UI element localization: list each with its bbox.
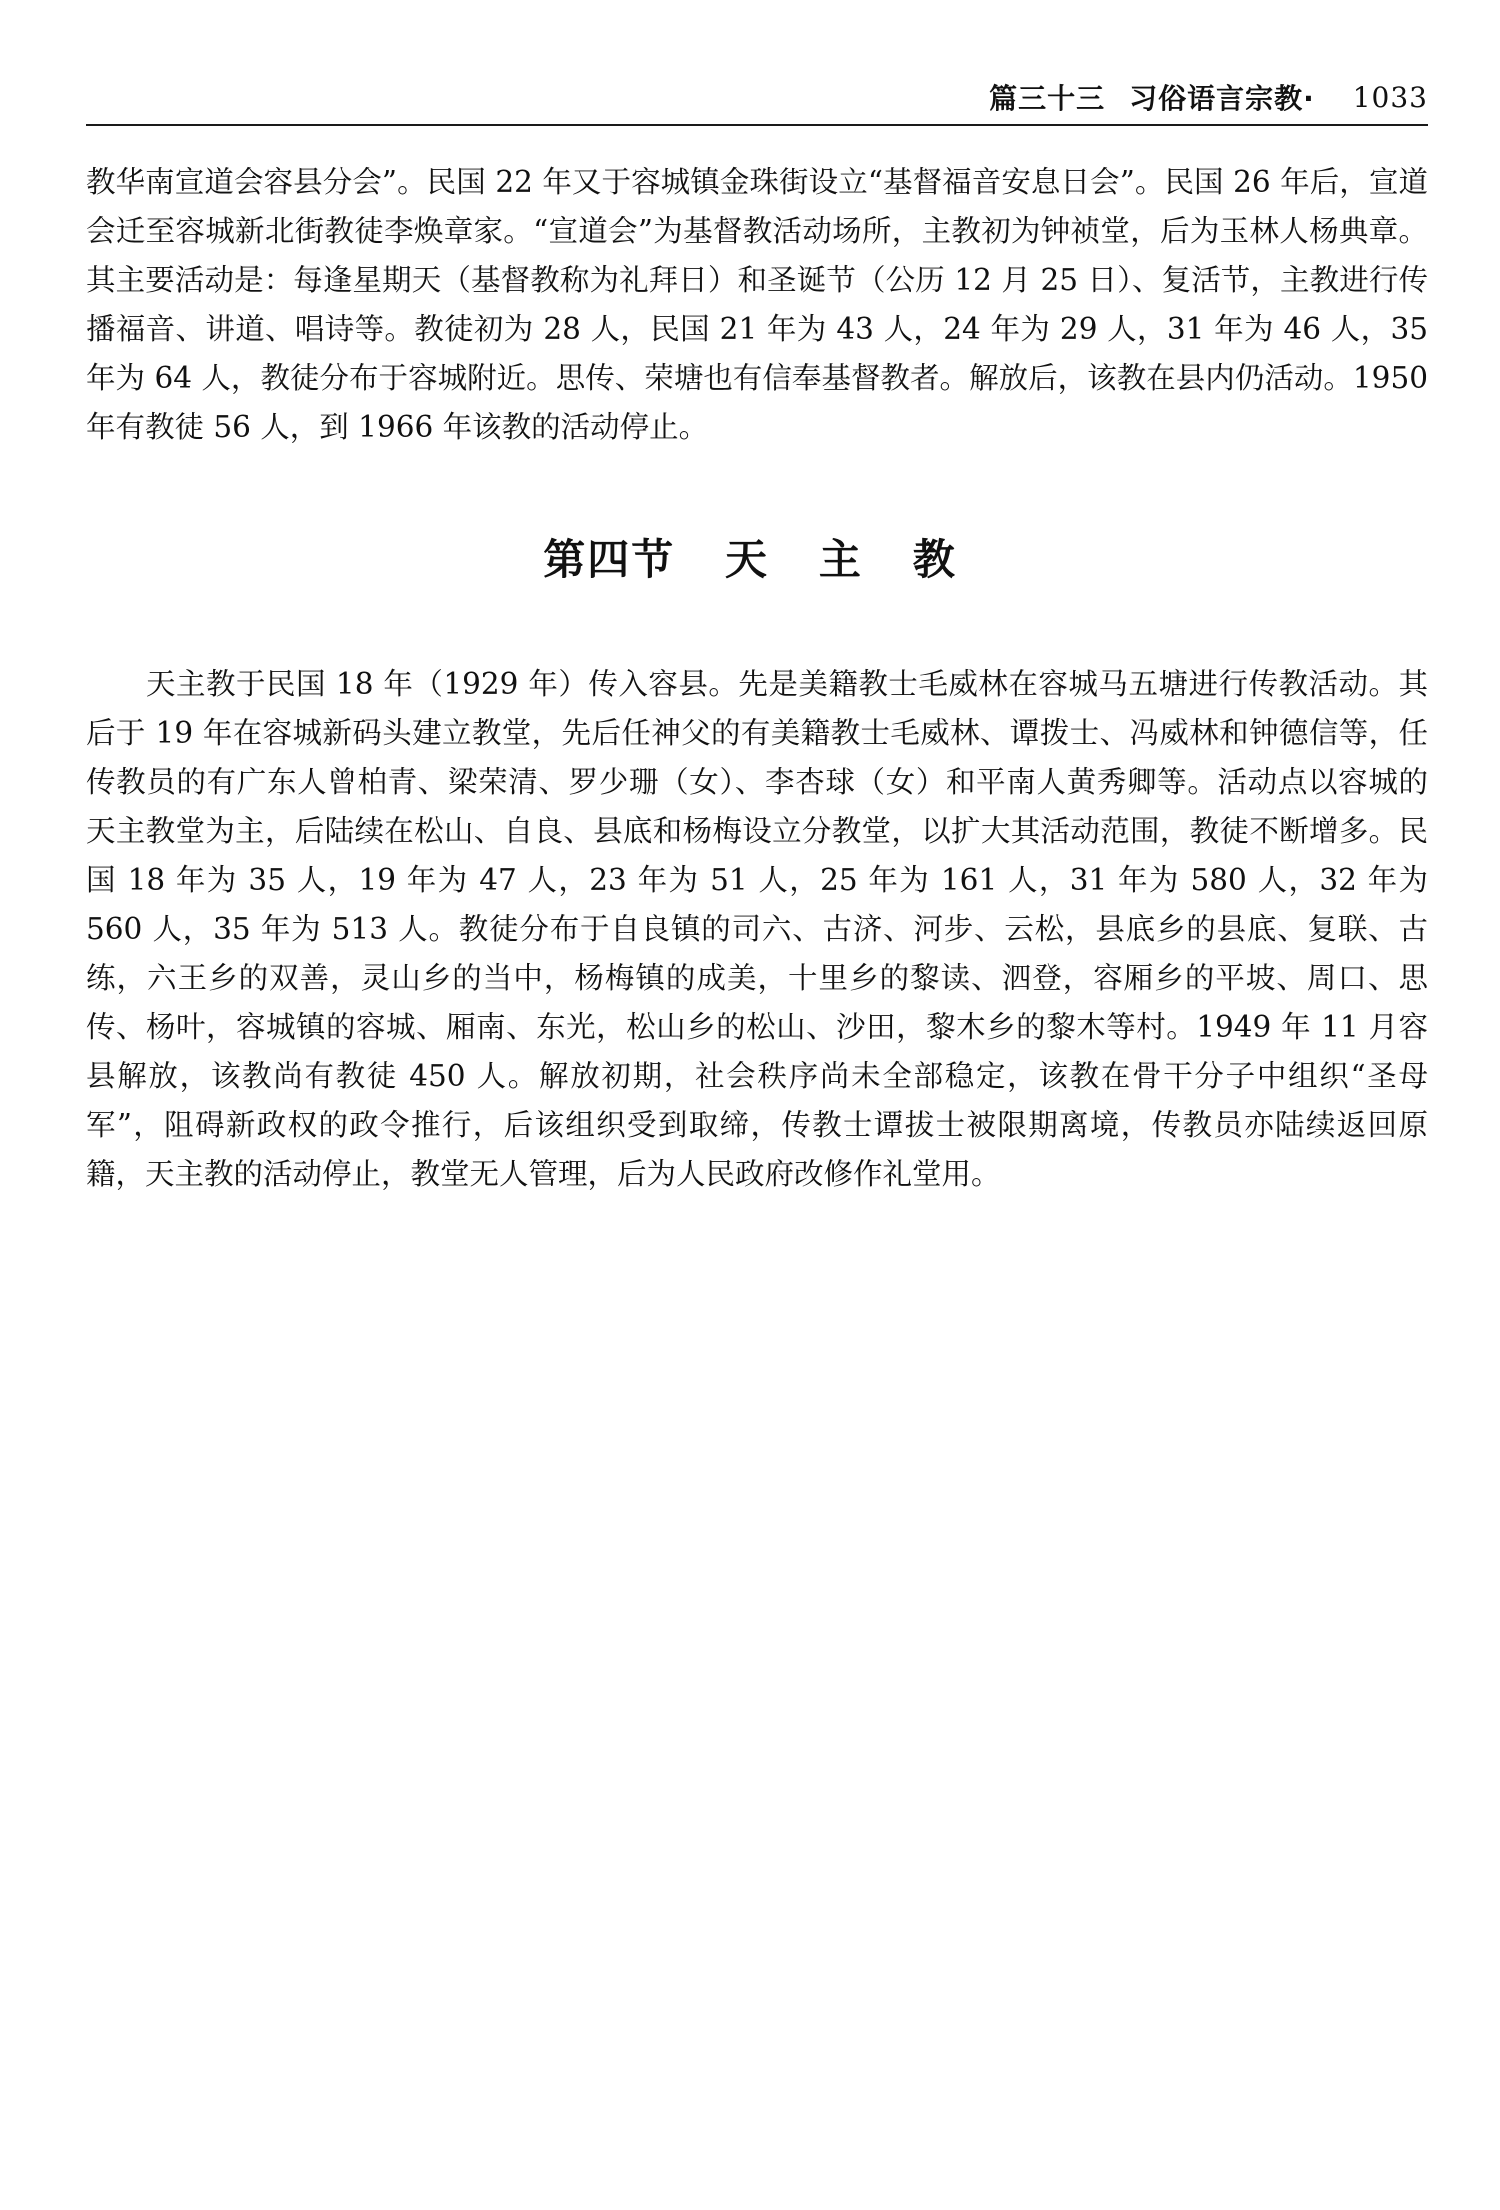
chapter-label: 篇三十三	[989, 82, 1106, 115]
body-paragraph: 教华南宣道会容县分会”。民国 22 年又于容城镇金珠街设立“基督福音安息日会”。民国 26 年后，宣道会迁至容城新北街教徒李焕章家。“宣道会”为基督教活动场所，主教初为钟祯堂，后为玉林人杨典章。其主要活动是：每逢星期天（基督教称为礼拜日）和圣诞节（公历 12 月 25 日）、复活节，主教进行传播福音、讲道、唱诗等。教徒初为 28 人，民国 21 年为 43 人，24 年为 29 人，31 年为 46 人，35 年为 64 人，教徒分布于容城附近。思传、荣塘也有信奉基督教者。解放后，该教在县内仍活动。1950 年有教徒 56 人，到 1966 年该教的活动停止。	[86, 165, 1428, 444]
section-heading: 第四节 天 主 教	[543, 535, 957, 584]
running-header	[86, 70, 1428, 126]
chapter-title: 习俗语言宗教·	[1129, 82, 1315, 115]
section-body-paragraph: 天主教于民国 18 年（1929 年）传入容县。先是美籍教士毛威林在容城马五塘进行传教活动。其后于 19 年在容城新码头建立教堂，先后任神父的有美籍教士毛威林、谭拨士、冯威林和钟德信等，任传教员的有广东人曾柏青、梁荣清、罗少珊（女）、李杏球（女）和平南人黄秀卿等。活动点以容城的天主教堂为主，后陆续在松山、自良、县底和杨梅设立分教堂，以扩大其活动范围，教徒不断增多。民国 18 年为 35 人，19 年为 47 人，23 年为 51 人，25 年为 161 人，31 年为 580 人，32 年为 560 人，35 年为 513 人。教徒分布于自良镇的司六、古济、河步、云松，县底乡的县底、复联、古练，六王乡的双善，灵山乡的当中，杨梅镇的成美，十里乡的黎读、泗登，容厢乡的平坡、周口、思传、杨叶，容城镇的容城、厢南、东光，松山乡的松山、沙田，黎木乡的黎木等村。1949 年 11 月容县解放，该教尚有教徒 450 人。解放初期，社会秩序尚未全部稳定，该教在骨干分子中组织“圣母军”，阻碍新政权的政令推行，后该组织受到取缔，传教士谭拔士被限期离境，传教员亦陆续返回原籍，天主教的活动停止，教堂无人管理，后为人民政府改修作礼堂用。	[86, 667, 1428, 1191]
page-number: 1033	[1352, 80, 1428, 114]
